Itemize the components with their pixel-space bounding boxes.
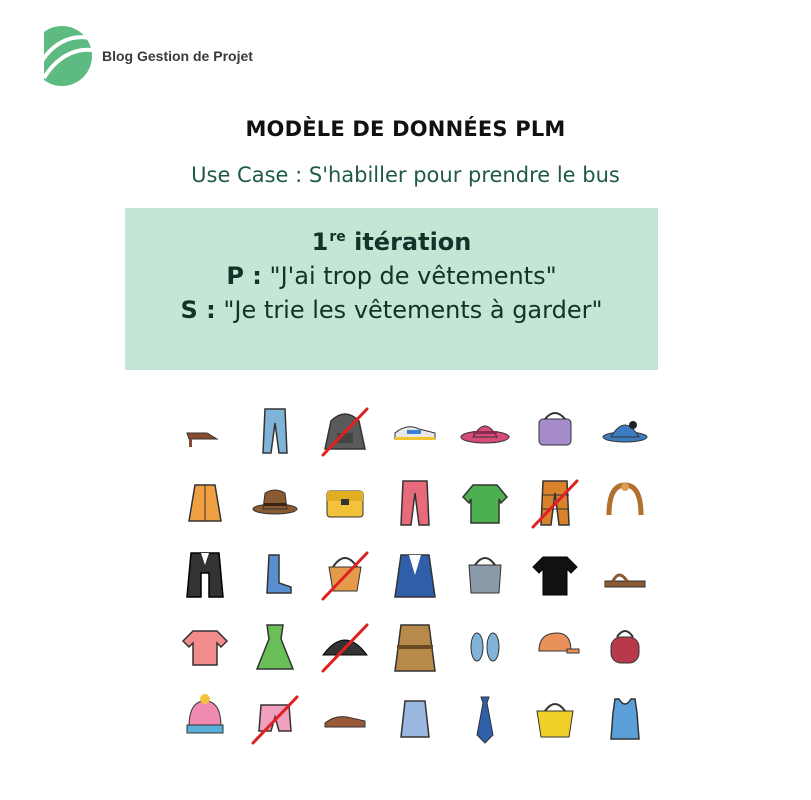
hoodie-icon — [317, 403, 373, 459]
problem-prefix: P : — [226, 262, 262, 290]
yellow-handbag-icon — [527, 691, 583, 747]
trousers-icon — [387, 475, 443, 531]
cloche-hat-icon — [597, 403, 653, 459]
sandal-icon — [597, 547, 653, 603]
clothing-item — [170, 467, 240, 539]
plaid-pants-icon — [527, 475, 583, 531]
clothing-item — [520, 395, 590, 467]
jeans-icon — [247, 403, 303, 459]
problem-line — [125, 262, 658, 290]
clothing-item — [380, 539, 450, 611]
iteration-heading — [125, 228, 658, 256]
sun-hat-icon — [457, 403, 513, 459]
clothing-item — [450, 467, 520, 539]
blog-logo[interactable] — [30, 24, 253, 88]
iteration-box — [125, 208, 658, 370]
clothing-item — [170, 395, 240, 467]
clothing-item — [170, 683, 240, 755]
clothing-item — [590, 683, 660, 755]
denim-skirt-icon — [387, 691, 443, 747]
clothing-item — [310, 539, 380, 611]
clothing-item — [240, 683, 310, 755]
beanie-icon — [177, 691, 233, 747]
quilted-handbag-icon — [527, 403, 583, 459]
fedora-hat-icon — [247, 475, 303, 531]
high-heel-shoe-icon — [177, 403, 233, 459]
trench-coat-icon — [387, 619, 443, 675]
cap-icon — [527, 619, 583, 675]
shorts-icon — [247, 691, 303, 747]
loafer-shoe-icon — [317, 691, 373, 747]
clothing-item — [590, 539, 660, 611]
dress-icon — [247, 619, 303, 675]
logo-text: Blog Gestion de Projet — [102, 48, 253, 64]
clothing-item — [240, 539, 310, 611]
clothing-item — [310, 467, 380, 539]
tote-bag-icon — [457, 547, 513, 603]
bicorne-hat-icon — [317, 619, 373, 675]
clothing-item — [520, 467, 590, 539]
skirt-icon — [177, 475, 233, 531]
clothing-item — [450, 611, 520, 683]
clothing-item — [310, 611, 380, 683]
clothing-item — [450, 683, 520, 755]
clothing-item — [310, 395, 380, 467]
sweater-icon — [457, 475, 513, 531]
iteration-word: itération — [345, 228, 472, 256]
clothing-item — [380, 683, 450, 755]
clothing-item — [590, 467, 660, 539]
page-title: MODÈLE DE DONNÉES PLM — [245, 117, 566, 141]
clothing-grid — [170, 395, 660, 755]
tie-icon — [457, 691, 513, 747]
satchel-bag-icon — [317, 475, 373, 531]
solution-line — [125, 296, 658, 324]
t-shirt-icon — [527, 547, 583, 603]
sneaker-icon — [387, 403, 443, 459]
clothing-item — [380, 395, 450, 467]
blazer-icon — [387, 547, 443, 603]
tank-top-icon — [597, 691, 653, 747]
purse-icon — [597, 619, 653, 675]
blouse-icon — [177, 619, 233, 675]
clothing-item — [170, 539, 240, 611]
page-subtitle: Use Case : S'habiller pour prendre le bus — [191, 163, 620, 187]
clothing-item — [240, 395, 310, 467]
clothing-item — [590, 395, 660, 467]
shoulder-bag-icon — [317, 547, 373, 603]
flip-flops-icon — [457, 619, 513, 675]
problem-text: "J'ai trop de vêtements" — [261, 262, 557, 290]
clothing-item — [240, 611, 310, 683]
leaf-logo-icon — [30, 24, 94, 88]
clothing-item — [240, 467, 310, 539]
headband-icon — [597, 475, 653, 531]
clothing-item — [450, 539, 520, 611]
iteration-number: 1 — [311, 228, 329, 256]
clothing-item — [380, 467, 450, 539]
clothing-item — [450, 395, 520, 467]
iteration-suffix: re — [329, 229, 346, 245]
clothing-item — [590, 611, 660, 683]
clothing-item — [520, 539, 590, 611]
clothing-item — [520, 683, 590, 755]
clothing-item — [310, 683, 380, 755]
clothing-item — [520, 611, 590, 683]
clothing-item — [170, 611, 240, 683]
ankle-boot-icon — [247, 547, 303, 603]
solution-text: "Je trie les vêtements à garder" — [215, 296, 603, 324]
suit-icon — [177, 547, 233, 603]
solution-prefix: S : — [180, 296, 216, 324]
clothing-item — [380, 611, 450, 683]
strike-line — [323, 553, 367, 599]
